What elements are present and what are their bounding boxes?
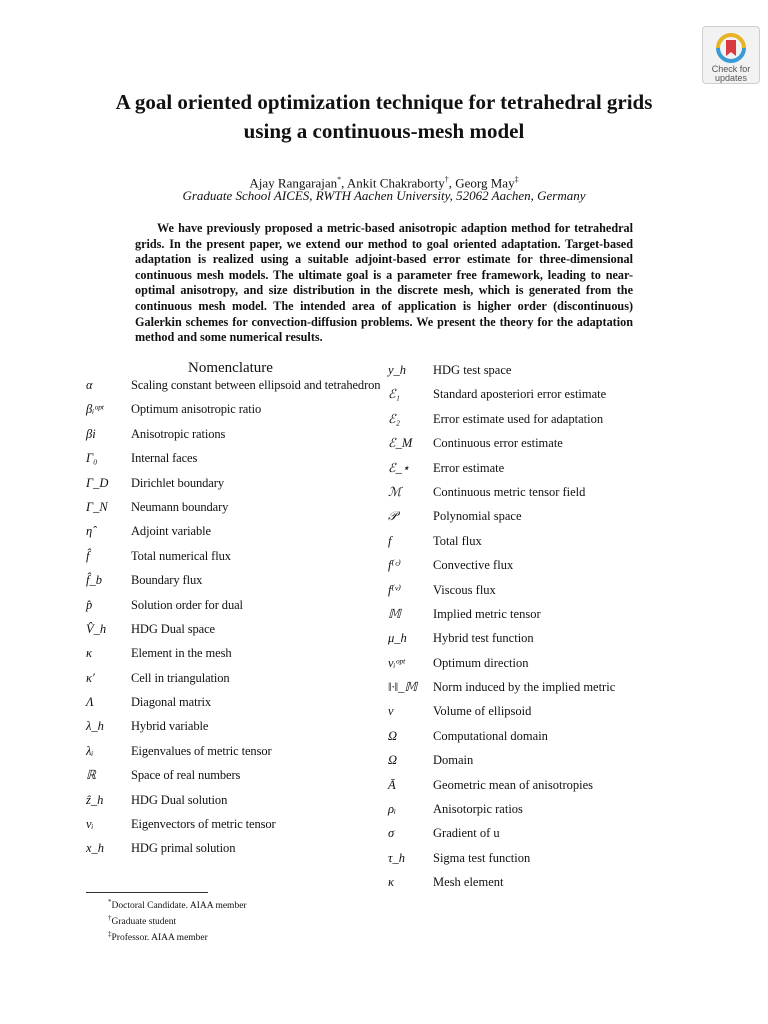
author-name: Georg May bbox=[455, 175, 515, 191]
nomenclature-description: Element in the mesh bbox=[131, 646, 232, 661]
nomenclature-row bbox=[388, 849, 718, 873]
nomenclature-description: Implied metric tensor bbox=[433, 606, 541, 621]
nomenclature-row bbox=[86, 571, 386, 595]
nomenclature-row bbox=[86, 815, 386, 839]
nomenclature-symbol: Ā bbox=[388, 777, 396, 792]
nomenclature-row bbox=[388, 727, 718, 751]
nomenclature-symbol: ρᵢ bbox=[388, 802, 396, 817]
nomenclature-description: Polynomial space bbox=[433, 509, 522, 524]
nomenclature-heading: Nomenclature bbox=[188, 360, 273, 376]
nomenclature-symbol: f̂_b bbox=[86, 573, 102, 588]
nomenclature-row bbox=[388, 361, 718, 385]
nomenclature-description: Domain bbox=[433, 753, 474, 768]
nomenclature-description: Internal faces bbox=[131, 451, 198, 466]
nomenclature-left-column bbox=[86, 361, 386, 864]
nomenclature-description: Space of real numbers bbox=[131, 768, 241, 783]
nomenclature-description: HDG Dual solution bbox=[131, 792, 228, 807]
nomenclature-symbol: f̂ bbox=[86, 548, 90, 563]
nomenclature-row bbox=[388, 507, 718, 531]
nomenclature-row bbox=[86, 693, 386, 717]
nomenclature-description: Total flux bbox=[433, 533, 482, 548]
nomenclature-description: HDG Dual space bbox=[131, 621, 215, 636]
footnote bbox=[108, 896, 247, 912]
nomenclature-description: Continuous metric tensor field bbox=[433, 484, 586, 499]
abstract: We have previously proposed a metric-based anisotropic adaption method for tetrahedral grids. In the present paper, we extend our method to goal oriented adaptation. Target-based adaptation is realized using a suitable adjoint-based error estimate for three-dimensional continuous mesh models. The ultimate goal is a parameter free framework, leading to near-optimal anisotropy, and size distribution in the discrete mesh, which is generated from the continuous mesh model. The intended area of application is higher order (discontinuous) Galerkin schemes for convection-diffusion problems. We present the theory for the adaptation method and some numerical results. bbox=[135, 221, 633, 345]
footnote bbox=[108, 928, 247, 944]
nomenclature-description: Boundary flux bbox=[131, 573, 203, 588]
nomenclature-row bbox=[388, 800, 718, 824]
footnote-rule bbox=[86, 892, 208, 893]
nomenclature-symbol: ℳ bbox=[388, 484, 402, 499]
nomenclature-row bbox=[388, 581, 718, 605]
nomenclature-row bbox=[388, 556, 718, 580]
footnote-mark: ‡ bbox=[108, 930, 112, 939]
nomenclature-row bbox=[388, 605, 718, 629]
nomenclature-description: Geometric mean of anisotropies bbox=[433, 777, 594, 792]
nomenclature-symbol: ẑ_h bbox=[86, 792, 104, 807]
nomenclature-symbol: η̂ bbox=[86, 524, 93, 539]
nomenclature-symbol: ‖·‖_𝕄 bbox=[388, 680, 418, 695]
nomenclature-description: Solution order for dual bbox=[131, 597, 243, 612]
nomenclature-description: Gradient of u bbox=[433, 826, 500, 841]
nomenclature-description: HDG test space bbox=[433, 363, 512, 377]
nomenclature-description: Anisotropic rations bbox=[131, 426, 226, 441]
nomenclature-description: Convective flux bbox=[433, 558, 514, 573]
nomenclature-description: Norm induced by the implied metric bbox=[433, 680, 616, 695]
nomenclature-symbol: f⁽ᶜ⁾ bbox=[388, 558, 401, 573]
nomenclature-description: Volume of ellipsoid bbox=[433, 704, 532, 719]
nomenclature-row bbox=[388, 678, 718, 702]
author-mark: † bbox=[444, 175, 449, 184]
badge-label: Check for updates bbox=[711, 64, 751, 83]
nomenclature-row bbox=[86, 474, 386, 498]
nomenclature-symbol: σ bbox=[388, 826, 395, 841]
bookmark-icon bbox=[715, 32, 747, 64]
badge-ribbon bbox=[726, 40, 736, 56]
nomenclature-description: Optimum anisotropic ratio bbox=[131, 402, 262, 417]
nomenclature-row bbox=[388, 702, 718, 726]
author-mark: * bbox=[337, 175, 342, 184]
nomenclature-description: Optimum direction bbox=[433, 655, 529, 670]
nomenclature-symbol: 𝕄 bbox=[388, 606, 401, 621]
nomenclature-description: Cell in triangulation bbox=[131, 670, 230, 685]
author-name: Ajay Rangarajan bbox=[249, 175, 338, 191]
nomenclature-row bbox=[86, 498, 386, 522]
author-name: Ankit Chakraborty bbox=[346, 175, 445, 191]
nomenclature-row bbox=[86, 547, 386, 571]
nomenclature-row bbox=[86, 791, 386, 815]
footnote-text: Doctoral Candidate. AIAA member bbox=[111, 901, 247, 912]
nomenclature-symbol: Ω bbox=[388, 728, 398, 743]
nomenclature-symbol: p̂ bbox=[86, 597, 93, 612]
nomenclature-description: Anisotorpic ratios bbox=[433, 802, 523, 817]
nomenclature-symbol: vᵢᵒᵖᵗ bbox=[388, 655, 405, 670]
nomenclature-description: Sigma test function bbox=[433, 850, 531, 865]
nomenclature-row bbox=[86, 425, 386, 449]
nomenclature-row bbox=[86, 669, 386, 693]
nomenclature-row bbox=[388, 459, 718, 483]
nomenclature-symbol: f bbox=[388, 533, 392, 548]
nomenclature-description: Standard aposteriori error estimate bbox=[433, 387, 607, 402]
nomenclature-row bbox=[86, 742, 386, 766]
nomenclature-symbol: ℰ₂ bbox=[388, 411, 400, 426]
nomenclature-description: Mesh element bbox=[433, 875, 504, 890]
nomenclature-symbol: λᵢ bbox=[86, 743, 94, 758]
nomenclature-row bbox=[388, 410, 718, 434]
nomenclature-description: Computational domain bbox=[433, 728, 548, 743]
nomenclature-row bbox=[86, 717, 386, 741]
nomenclature-description: Viscous flux bbox=[433, 582, 496, 597]
nomenclature-row bbox=[388, 532, 718, 556]
nomenclature-row bbox=[388, 824, 718, 848]
nomenclature-right-column bbox=[388, 361, 718, 898]
nomenclature-row bbox=[388, 483, 718, 507]
nomenclature-symbol: Ω bbox=[388, 753, 398, 768]
nomenclature-symbol: κ bbox=[388, 875, 394, 890]
nomenclature-row bbox=[86, 644, 386, 668]
paper-title: A goal oriented optimization technique for tetrahedral grids using a continuous-mesh model bbox=[115, 90, 653, 143]
nomenclature-row bbox=[86, 620, 386, 644]
nomenclature-symbol: λ_h bbox=[86, 719, 104, 734]
nomenclature-row bbox=[388, 385, 718, 409]
nomenclature-symbol: κ bbox=[86, 646, 92, 661]
author-list: Ajay Rangarajan*, Ankit Chakraborty†, Georg May‡ bbox=[249, 175, 519, 191]
nomenclature-description: Total numerical flux bbox=[131, 548, 231, 563]
nomenclature-description: Dirichlet boundary bbox=[131, 475, 224, 490]
nomenclature-row bbox=[86, 400, 386, 424]
nomenclature-description: Diagonal matrix bbox=[131, 695, 212, 710]
footnote-text: Graduate student bbox=[111, 917, 177, 928]
nomenclature-symbol: vᵢ bbox=[86, 817, 94, 832]
nomenclature-description: Adjoint variable bbox=[131, 524, 211, 539]
footnote bbox=[108, 912, 247, 928]
footnote-text: Professor. AIAA member bbox=[111, 933, 208, 944]
nomenclature-symbol: V̂_h bbox=[86, 621, 107, 636]
footnote-mark: † bbox=[108, 914, 112, 923]
nomenclature-description: Neumann boundary bbox=[131, 499, 229, 514]
nomenclature-symbol: μ_h bbox=[388, 631, 407, 646]
nomenclature-row bbox=[388, 629, 718, 653]
author-mark: ‡ bbox=[514, 175, 519, 184]
nomenclature-symbol: Γ_N bbox=[86, 499, 108, 514]
nomenclature-description: Hybrid variable bbox=[131, 719, 209, 734]
nomenclature-description: HDG primal solution bbox=[131, 841, 236, 856]
nomenclature-description: Eigenvectors of metric tensor bbox=[131, 817, 276, 832]
nomenclature-description: Error estimate used for adaptation bbox=[433, 411, 604, 426]
nomenclature-row bbox=[388, 434, 718, 458]
nomenclature-row bbox=[86, 449, 386, 473]
nomenclature-description: Scaling constant between ellipsoid and tetrahedron bbox=[131, 378, 381, 392]
nomenclature-description: Error estimate bbox=[433, 460, 505, 475]
nomenclature-symbol: ℰ_M bbox=[388, 436, 413, 451]
nomenclature-symbol: ℝ bbox=[86, 768, 96, 783]
nomenclature-symbol: 𝒫 bbox=[388, 509, 398, 524]
nomenclature-row bbox=[86, 596, 386, 620]
nomenclature-description: Eigenvalues of metric tensor bbox=[131, 743, 272, 758]
nomenclature-symbol: κ′ bbox=[86, 670, 95, 685]
nomenclature-symbol: ℰ₁ bbox=[388, 387, 400, 402]
nomenclature-symbol: ν bbox=[388, 704, 394, 719]
nomenclature-symbol: Γ_D bbox=[86, 475, 109, 490]
nomenclature-symbol: f⁽ᵛ⁾ bbox=[388, 582, 402, 597]
nomenclature-row bbox=[388, 776, 718, 800]
footnote-mark: * bbox=[108, 898, 112, 906]
nomenclature-symbol: Γ₀ bbox=[86, 451, 98, 466]
nomenclature-symbol: Λ bbox=[86, 695, 94, 710]
affiliation: Graduate School AICES, RWTH Aachen University, 52062 Aachen, Germany bbox=[182, 188, 586, 203]
nomenclature-row bbox=[388, 873, 718, 897]
check-for-updates-badge[interactable] bbox=[702, 26, 760, 84]
nomenclature-row bbox=[86, 522, 386, 546]
nomenclature-symbol: τ_h bbox=[388, 850, 405, 865]
nomenclature-row bbox=[388, 751, 718, 775]
nomenclature-symbol: βi bbox=[86, 426, 96, 441]
nomenclature-symbol: x_h bbox=[86, 841, 105, 856]
nomenclature-symbol: α bbox=[86, 378, 93, 392]
nomenclature-row bbox=[86, 766, 386, 790]
footnotes bbox=[108, 896, 247, 944]
nomenclature-row bbox=[388, 654, 718, 678]
nomenclature-symbol: y_h bbox=[388, 363, 407, 377]
nomenclature-symbol: ℰ_⋆ bbox=[388, 460, 410, 475]
nomenclature-description: Continuous error estimate bbox=[433, 436, 563, 451]
nomenclature-row bbox=[86, 839, 386, 863]
nomenclature-description: Hybrid test function bbox=[433, 631, 534, 646]
nomenclature-symbol: βᵢᵒᵖᵗ bbox=[86, 402, 104, 417]
nomenclature-row bbox=[86, 376, 386, 400]
